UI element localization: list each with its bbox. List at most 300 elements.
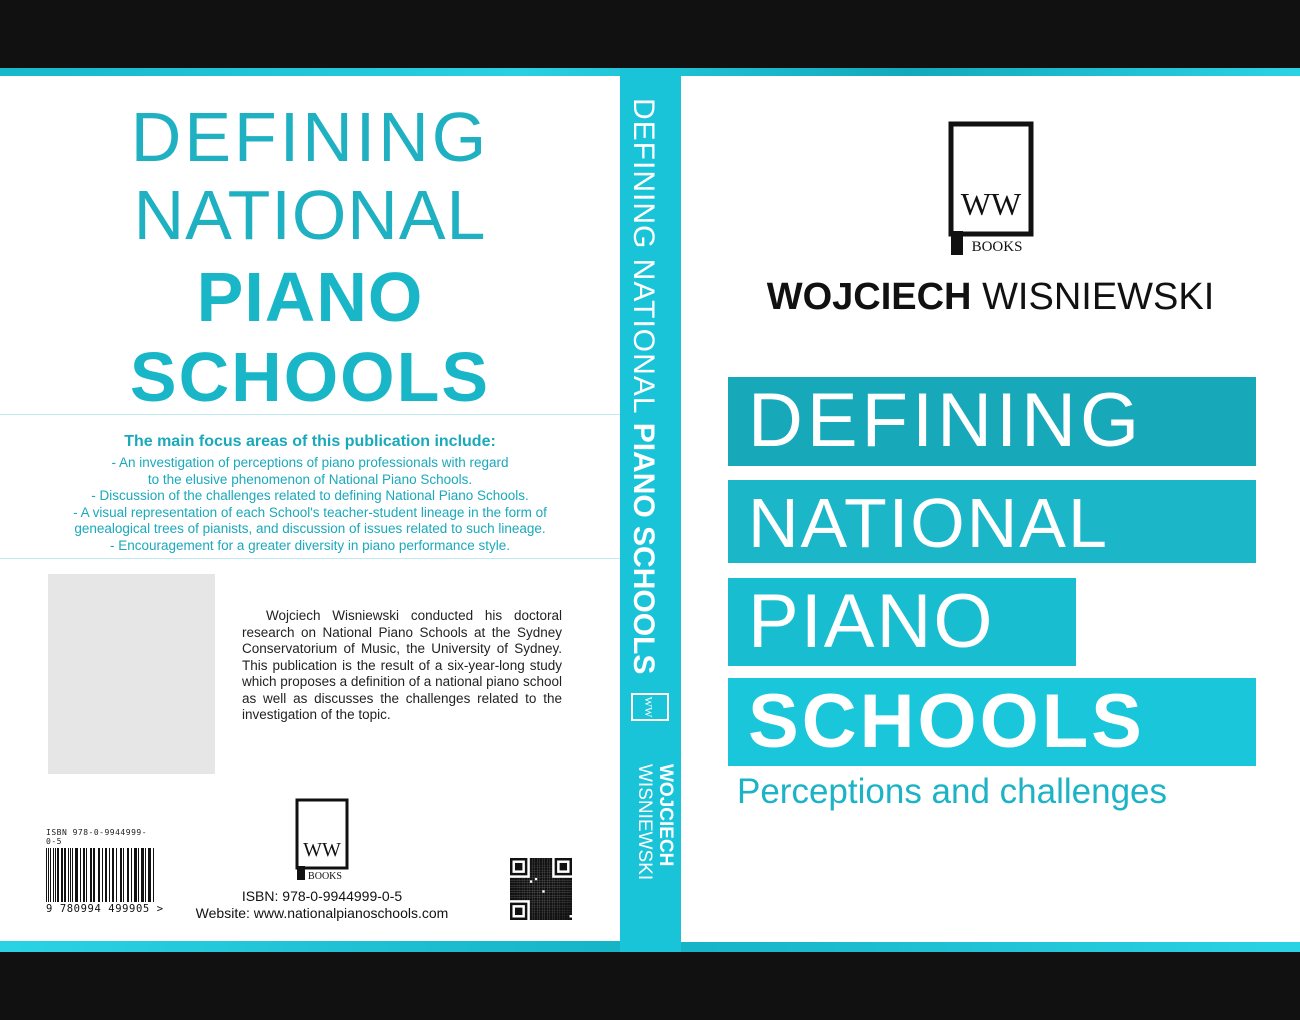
qr-module bbox=[520, 898, 522, 900]
qr-module bbox=[555, 880, 557, 882]
qr-module bbox=[517, 883, 519, 885]
qr-module bbox=[545, 873, 547, 875]
qr-module bbox=[530, 918, 532, 920]
qr-module bbox=[515, 880, 517, 882]
logo-mark: WW bbox=[960, 186, 1022, 222]
qr-module bbox=[557, 905, 559, 907]
qr-module bbox=[550, 868, 552, 870]
qr-module bbox=[555, 893, 557, 895]
qr-module bbox=[557, 900, 559, 902]
spine-title bbox=[628, 98, 658, 674]
qr-module bbox=[527, 893, 529, 895]
qr-module bbox=[540, 903, 542, 905]
front-title-band-1: DEFINING bbox=[728, 377, 1256, 466]
qr-module bbox=[552, 883, 554, 885]
qr-module bbox=[545, 865, 547, 867]
qr-module bbox=[517, 898, 519, 900]
qr-module bbox=[545, 885, 547, 887]
qr-module bbox=[517, 895, 519, 897]
qr-module bbox=[555, 900, 557, 902]
qr-module bbox=[532, 908, 534, 910]
qr-module bbox=[550, 893, 552, 895]
qr-module bbox=[532, 873, 534, 875]
qr-module bbox=[550, 915, 552, 917]
qr-module bbox=[570, 905, 572, 907]
qr-module bbox=[512, 898, 514, 900]
qr-module bbox=[545, 880, 547, 882]
qr-module bbox=[510, 888, 512, 890]
qr-module bbox=[547, 895, 549, 897]
qr-module bbox=[542, 915, 544, 917]
qr-module bbox=[537, 903, 539, 905]
qr-module bbox=[540, 865, 542, 867]
qr-module bbox=[532, 915, 534, 917]
qr-module bbox=[540, 870, 542, 872]
qr-module bbox=[545, 915, 547, 917]
qr-module bbox=[540, 858, 542, 860]
qr-module bbox=[535, 918, 537, 920]
qr-module bbox=[542, 863, 544, 865]
qr-module bbox=[537, 885, 539, 887]
qr-module bbox=[552, 878, 554, 880]
qr-module bbox=[530, 903, 532, 905]
qr-module bbox=[510, 895, 512, 897]
focus-heading: The main focus areas of this publication include: bbox=[124, 433, 496, 450]
qr-module bbox=[547, 883, 549, 885]
qr-module bbox=[547, 870, 549, 872]
qr-module bbox=[542, 873, 544, 875]
qr-module bbox=[565, 908, 567, 910]
qr-module bbox=[567, 905, 569, 907]
qr-module bbox=[530, 870, 532, 872]
qr-module bbox=[570, 900, 572, 902]
qr-module bbox=[567, 883, 569, 885]
qr-module bbox=[530, 908, 532, 910]
qr-module bbox=[530, 890, 532, 892]
front-cover bbox=[681, 76, 1300, 942]
qr-module bbox=[567, 898, 569, 900]
qr-module bbox=[527, 885, 529, 887]
qr-module bbox=[550, 860, 552, 862]
qr-module bbox=[562, 893, 564, 895]
qr-module bbox=[525, 885, 527, 887]
barcode-isbn-label: ISBN 978-0-9944999-0-5 bbox=[46, 828, 148, 846]
qr-module bbox=[550, 875, 552, 877]
qr-module bbox=[530, 905, 532, 907]
focus-item: - Discussion of the challenges related to defining National Piano Schools. bbox=[91, 488, 529, 503]
qr-module bbox=[535, 863, 537, 865]
qr-module bbox=[530, 865, 532, 867]
qr-module bbox=[560, 880, 562, 882]
qr-module bbox=[535, 883, 537, 885]
qr-module bbox=[537, 918, 539, 920]
qr-module bbox=[542, 895, 544, 897]
qr-module bbox=[540, 915, 542, 917]
qr-module bbox=[540, 895, 542, 897]
qr-module bbox=[522, 895, 524, 897]
qr-module bbox=[512, 885, 514, 887]
qr-module bbox=[560, 900, 562, 902]
qr-module bbox=[522, 893, 524, 895]
qr-module bbox=[550, 870, 552, 872]
qr-module bbox=[550, 905, 552, 907]
qr-module bbox=[530, 878, 532, 880]
qr-module bbox=[567, 895, 569, 897]
focus-areas-section bbox=[0, 414, 620, 559]
qr-module bbox=[550, 863, 552, 865]
qr-module bbox=[555, 898, 557, 900]
qr-module bbox=[547, 913, 549, 915]
qr-module bbox=[550, 883, 552, 885]
qr-module bbox=[530, 913, 532, 915]
qr-module bbox=[532, 888, 534, 890]
back-title-line-1: DEFINING bbox=[130, 98, 490, 176]
qr-module bbox=[530, 895, 532, 897]
qr-module bbox=[545, 888, 547, 890]
qr-module bbox=[530, 885, 532, 887]
qr-module bbox=[542, 868, 544, 870]
spine-author-first: WOJCIECH bbox=[655, 764, 676, 867]
qr-module bbox=[565, 903, 567, 905]
qr-module bbox=[562, 915, 564, 917]
qr-module bbox=[562, 890, 564, 892]
back-title-line-3: PIANO bbox=[196, 258, 424, 336]
qr-module bbox=[520, 893, 522, 895]
qr-module bbox=[535, 873, 537, 875]
qr-module bbox=[547, 893, 549, 895]
qr-module bbox=[537, 910, 539, 912]
qr-module bbox=[532, 913, 534, 915]
qr-module bbox=[535, 895, 537, 897]
qr-module bbox=[535, 905, 537, 907]
logo-books-label: BOOKS bbox=[308, 871, 342, 882]
qr-module bbox=[537, 908, 539, 910]
qr-module bbox=[540, 880, 542, 882]
qr-module bbox=[510, 893, 512, 895]
qr-module bbox=[530, 888, 532, 890]
qr-module bbox=[515, 908, 522, 915]
qr-module bbox=[542, 878, 544, 880]
qr-module bbox=[555, 885, 557, 887]
qr-module bbox=[535, 865, 537, 867]
qr-module bbox=[520, 885, 522, 887]
qr-module bbox=[535, 915, 537, 917]
back-title-line-2: NATIONAL bbox=[133, 176, 487, 254]
qr-module bbox=[562, 918, 564, 920]
qr-module bbox=[555, 915, 557, 917]
qr-module bbox=[560, 908, 562, 910]
qr-module bbox=[560, 913, 562, 915]
qr-module bbox=[545, 893, 547, 895]
qr-module bbox=[540, 883, 542, 885]
qr-module bbox=[522, 890, 524, 892]
qr-module bbox=[545, 918, 547, 920]
qr-module bbox=[542, 913, 544, 915]
qr-module bbox=[562, 888, 564, 890]
qr-module bbox=[557, 898, 559, 900]
qr-module bbox=[540, 860, 542, 862]
qr-module bbox=[537, 858, 539, 860]
qr-module bbox=[535, 903, 537, 905]
qr-module bbox=[557, 890, 559, 892]
back-cover bbox=[0, 76, 620, 941]
qr-module bbox=[517, 885, 519, 887]
qr-module bbox=[510, 880, 512, 882]
qr-module bbox=[532, 858, 534, 860]
spine-logo-icon bbox=[631, 691, 671, 723]
qr-module bbox=[542, 898, 544, 900]
qr-module bbox=[570, 908, 572, 910]
qr-module bbox=[552, 900, 554, 902]
qr-module bbox=[515, 885, 517, 887]
qr-module bbox=[565, 893, 567, 895]
focus-item: genealogical trees of pianists, and discussion of issues related to such lineage. bbox=[74, 521, 546, 536]
qr-module bbox=[567, 903, 569, 905]
qr-module bbox=[557, 918, 559, 920]
qr-module bbox=[532, 863, 534, 865]
qr-module bbox=[542, 903, 544, 905]
publisher-logo-icon bbox=[295, 798, 349, 882]
author-last-name: WISNIEWSKI bbox=[982, 276, 1215, 318]
qr-module bbox=[547, 868, 549, 870]
qr-module bbox=[532, 878, 534, 880]
qr-module bbox=[515, 888, 517, 890]
qr-module bbox=[542, 905, 544, 907]
qr-module bbox=[520, 880, 522, 882]
qr-module bbox=[512, 890, 514, 892]
qr-module bbox=[562, 880, 564, 882]
qr-module bbox=[550, 890, 552, 892]
qr-module bbox=[567, 908, 569, 910]
qr-module bbox=[570, 885, 572, 887]
qr-module bbox=[552, 885, 554, 887]
qr-module bbox=[540, 910, 542, 912]
qr-module bbox=[565, 888, 567, 890]
qr-module bbox=[552, 895, 554, 897]
qr-module bbox=[545, 895, 547, 897]
qr-module bbox=[527, 888, 529, 890]
qr-module bbox=[547, 898, 549, 900]
qr-module bbox=[570, 895, 572, 897]
qr-module bbox=[565, 900, 567, 902]
qr-module bbox=[560, 888, 562, 890]
qr-module bbox=[530, 898, 532, 900]
qr-module bbox=[525, 888, 527, 890]
qr-module bbox=[560, 895, 562, 897]
qr-module bbox=[522, 898, 524, 900]
qr-module bbox=[547, 918, 549, 920]
qr-module bbox=[547, 860, 549, 862]
qr-module bbox=[535, 913, 537, 915]
front-author bbox=[681, 278, 1300, 316]
qr-module bbox=[532, 895, 534, 897]
qr-module bbox=[555, 888, 557, 890]
qr-module bbox=[532, 890, 534, 892]
qr-module bbox=[560, 885, 562, 887]
qr-module bbox=[560, 863, 567, 870]
focus-list bbox=[0, 455, 620, 554]
qr-module bbox=[570, 893, 572, 895]
qr-module bbox=[537, 893, 539, 895]
qr-module bbox=[565, 883, 567, 885]
qr-module bbox=[527, 878, 529, 880]
qr-module bbox=[555, 890, 557, 892]
qr-module bbox=[567, 910, 569, 912]
qr-module bbox=[510, 885, 512, 887]
qr-module bbox=[542, 875, 544, 877]
qr-module bbox=[547, 858, 549, 860]
qr-module bbox=[550, 910, 552, 912]
qr-module bbox=[552, 908, 554, 910]
qr-module bbox=[540, 908, 542, 910]
qr-module bbox=[570, 880, 572, 882]
qr-module bbox=[560, 898, 562, 900]
qr-module bbox=[550, 903, 552, 905]
qr-module bbox=[525, 883, 527, 885]
qr-module bbox=[547, 908, 549, 910]
front-title-band-4: SCHOOLS bbox=[728, 678, 1256, 766]
qr-module bbox=[570, 913, 572, 915]
qr-module bbox=[515, 883, 517, 885]
qr-module bbox=[557, 908, 559, 910]
qr-module bbox=[545, 868, 547, 870]
qr-module bbox=[557, 913, 559, 915]
qr-module bbox=[565, 885, 567, 887]
qr-module bbox=[567, 893, 569, 895]
qr-module bbox=[567, 915, 569, 917]
qr-module bbox=[537, 890, 539, 892]
qr-module bbox=[570, 918, 572, 920]
isbn-line: ISBN: 978-0-9944999-0-5 bbox=[241, 888, 403, 904]
qr-module bbox=[510, 883, 512, 885]
qr-module bbox=[547, 910, 549, 912]
qr-module bbox=[565, 913, 567, 915]
qr-module bbox=[537, 875, 539, 877]
qr-module bbox=[547, 873, 549, 875]
qr-module bbox=[552, 893, 554, 895]
qr-module bbox=[515, 878, 517, 880]
qr-module bbox=[532, 898, 534, 900]
spine-author bbox=[634, 764, 676, 880]
qr-module bbox=[547, 890, 549, 892]
qr-module bbox=[542, 908, 544, 910]
qr-module bbox=[537, 868, 539, 870]
qr-module bbox=[537, 888, 539, 890]
qr-module bbox=[545, 858, 547, 860]
qr-module bbox=[562, 895, 564, 897]
qr-module bbox=[567, 890, 569, 892]
qr-module bbox=[520, 890, 522, 892]
qr-module bbox=[537, 870, 539, 872]
qr-module bbox=[530, 873, 532, 875]
qr-module bbox=[522, 880, 524, 882]
qr-module bbox=[540, 873, 542, 875]
qr-module bbox=[540, 875, 542, 877]
qr-module bbox=[537, 863, 539, 865]
author-photo-placeholder bbox=[48, 574, 215, 774]
qr-module bbox=[570, 883, 572, 885]
front-title-band-2: NATIONAL bbox=[728, 480, 1256, 563]
qr-module bbox=[545, 908, 547, 910]
qr-module bbox=[570, 898, 572, 900]
qr-module bbox=[545, 913, 547, 915]
qr-module bbox=[562, 885, 564, 887]
qr-module bbox=[535, 860, 537, 862]
qr-module bbox=[532, 870, 534, 872]
qr-module bbox=[535, 893, 537, 895]
qr-module bbox=[570, 888, 572, 890]
qr-module bbox=[535, 885, 537, 887]
qr-module bbox=[542, 900, 544, 902]
qr-module bbox=[515, 863, 522, 870]
qr-module bbox=[522, 878, 524, 880]
qr-module bbox=[530, 860, 532, 862]
qr-module bbox=[557, 915, 559, 917]
qr-module bbox=[550, 913, 552, 915]
svg-text:WW: WW bbox=[642, 696, 654, 718]
qr-module bbox=[545, 883, 547, 885]
qr-module bbox=[532, 880, 534, 882]
qr-module bbox=[517, 880, 519, 882]
qr-module bbox=[567, 880, 569, 882]
qr-module bbox=[535, 910, 537, 912]
qr-module bbox=[552, 913, 554, 915]
qr-module bbox=[535, 908, 537, 910]
qr-module bbox=[552, 903, 554, 905]
qr-module bbox=[532, 893, 534, 895]
qr-module bbox=[550, 873, 552, 875]
qr-module bbox=[547, 863, 549, 865]
qr-module bbox=[527, 880, 529, 882]
logo-mark: WW bbox=[303, 839, 341, 861]
qr-module bbox=[512, 880, 514, 882]
qr-module bbox=[565, 898, 567, 900]
qr-module bbox=[540, 913, 542, 915]
qr-module bbox=[567, 900, 569, 902]
qr-module bbox=[547, 885, 549, 887]
qr-module bbox=[530, 910, 532, 912]
qr-module bbox=[552, 905, 554, 907]
qr-module bbox=[545, 890, 547, 892]
qr-module bbox=[540, 863, 542, 865]
qr-module bbox=[555, 895, 557, 897]
qr-module bbox=[567, 878, 569, 880]
qr-module bbox=[535, 870, 537, 872]
qr-module bbox=[537, 878, 539, 880]
qr-module bbox=[565, 890, 567, 892]
qr-module bbox=[555, 883, 557, 885]
qr-module bbox=[560, 905, 562, 907]
qr-module bbox=[547, 875, 549, 877]
qr-module bbox=[555, 878, 557, 880]
qr-module bbox=[510, 890, 512, 892]
qr-module bbox=[530, 883, 532, 885]
qr-module bbox=[517, 878, 519, 880]
back-title-line-4: SCHOOLS bbox=[129, 338, 491, 416]
qr-module bbox=[545, 863, 547, 865]
qr-module bbox=[542, 865, 544, 867]
qr-module bbox=[515, 893, 517, 895]
focus-item: - A visual representation of each School's teacher-student lineage in the form of bbox=[73, 504, 547, 520]
qr-module bbox=[537, 883, 539, 885]
qr-module bbox=[537, 913, 539, 915]
qr-module bbox=[525, 893, 527, 895]
qr-module bbox=[530, 875, 532, 877]
qr-module bbox=[542, 880, 544, 882]
qr-module bbox=[550, 900, 552, 902]
qr-module bbox=[537, 873, 539, 875]
qr-code-icon bbox=[510, 858, 572, 920]
